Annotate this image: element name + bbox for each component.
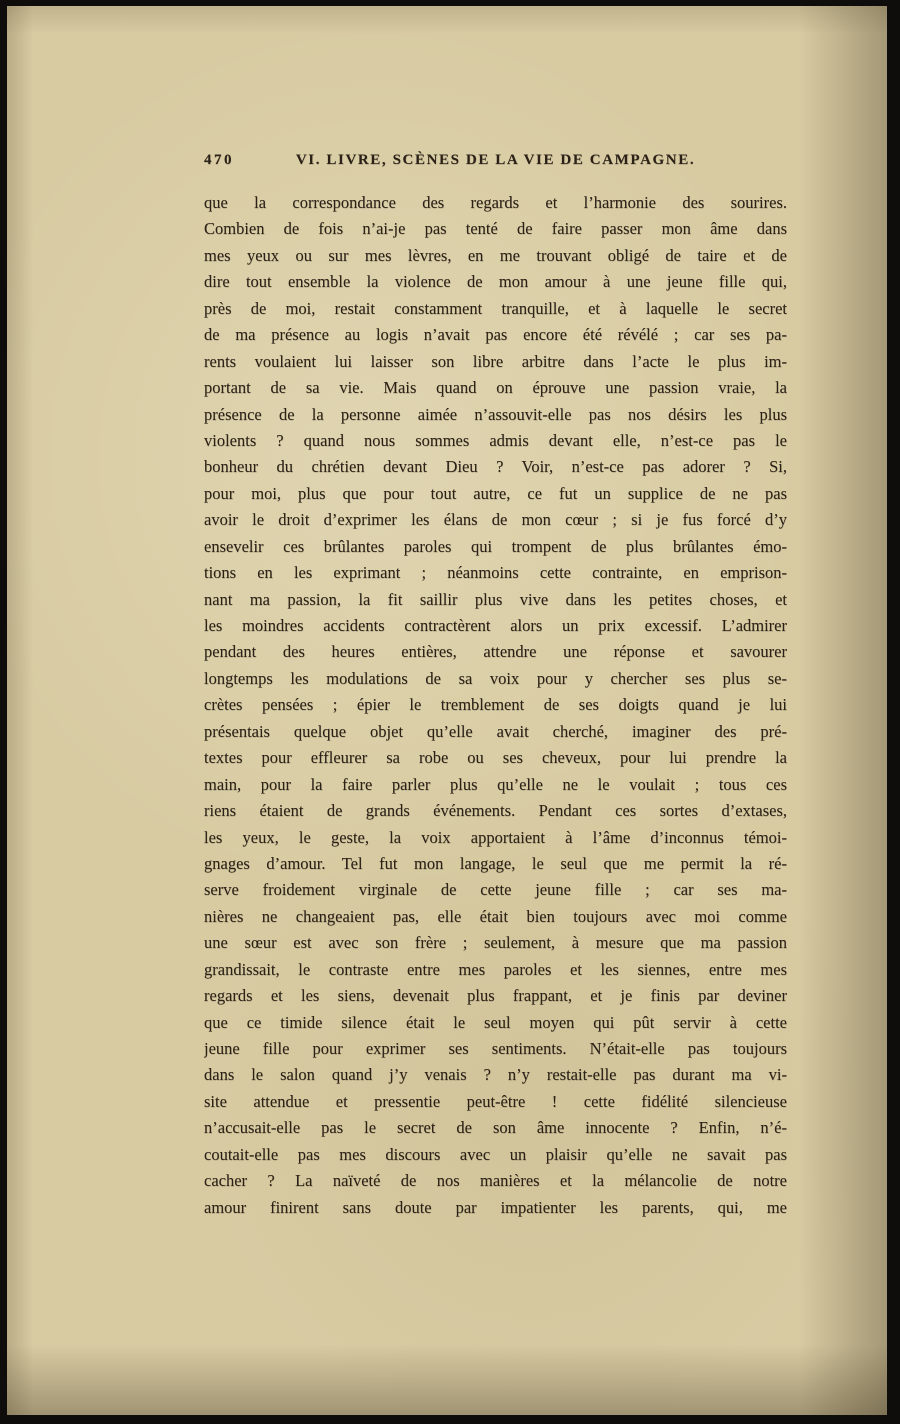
text-line: pendant des heures entières, attendre une réponse et savourer xyxy=(204,642,787,662)
text-line: violents ? quand nous sommes admis devant elle, n’est-ce pas le xyxy=(204,430,787,450)
text-line: main, pour la faire parler plus qu’elle ne le voulait ; tous ces xyxy=(204,774,787,794)
text-line: n’accusait-elle pas le secret de son âme innocente ? Enfin, n’é- xyxy=(204,1118,787,1138)
text-line: les yeux, le geste, la voix apportaient à l’âme d’inconnus témoi- xyxy=(204,827,787,847)
text-line: présence de la personne aimée n’assouvit-elle pas nos désirs les plus xyxy=(204,404,787,424)
text-line: site attendue et pressentie peut-être ! cette fidélité silencieuse xyxy=(204,1091,787,1111)
text-line: que ce timide silence était le seul moyen qui pût servir à cette xyxy=(204,1012,787,1032)
text-line: grandissait, le contraste entre mes paroles et les siennes, entre mes xyxy=(204,959,787,979)
running-title: VI. LIVRE, SCÈNES DE LA VIE DE CAMPAGNE. xyxy=(295,152,696,168)
text-line: les moindres accidents contractèrent alors un prix excessif. L’admirer xyxy=(204,616,787,635)
text-line: amour finirent sans doute par impatienter les parents, qui, me xyxy=(204,1197,787,1217)
text-line: longtemps les modulations de sa voix pour y chercher ses plus se- xyxy=(204,668,787,688)
paper xyxy=(7,6,887,1415)
text-line: crètes pensées ; épier le tremblement de ses doigts quand je lui xyxy=(204,695,787,715)
text-line: jeune fille pour exprimer ses sentiments. N’était-elle pas toujours xyxy=(204,1039,787,1058)
text-line: mes yeux ou sur mes lèvres, en me trouvant obligé de taire et de xyxy=(204,245,787,265)
text-line: serve froidement virginale de cette jeune fille ; car ses ma- xyxy=(204,880,787,900)
text-line: de ma présence au logis n’avait pas encore été révélé ; car ses pa- xyxy=(204,325,787,345)
page-number: 470 xyxy=(204,152,234,168)
text-line: tions en les exprimant ; néanmoins cette contrainte, en emprison- xyxy=(204,563,787,583)
text-line: ensevelir ces brûlantes paroles qui trompent de plus brûlantes émo- xyxy=(204,536,787,556)
text-line: Combien de fois n’ai-je pas tenté de faire passer mon âme dans xyxy=(204,219,787,239)
text-line: portant de sa vie. Mais quand on éprouve une passion vraie, la xyxy=(204,378,787,398)
body-text xyxy=(204,190,787,1221)
text-line: pour moi, plus que pour tout autre, ce fut un supplice de ne pas xyxy=(204,483,787,503)
text-line: dans le salon quand j’y venais ? n’y restait-elle pas durant ma vi- xyxy=(204,1065,787,1085)
text-line: une sœur est avec son frère ; seulement, à mesure que ma passion xyxy=(204,933,787,953)
text-line: près de moi, restait constamment tranquille, et à laquelle le secret xyxy=(204,298,787,318)
text-line: que la correspondance des regards et l’harmonie des sourires. xyxy=(204,193,787,212)
page-header xyxy=(204,152,787,176)
text-line: rents voulaient lui laisser son libre arbitre dans l’acte le plus im- xyxy=(204,351,787,371)
text-line: coutait-elle pas mes discours avec un plaisir qu’elle ne savait pas xyxy=(204,1144,787,1164)
text-line: gnages d’amour. Tel fut mon langage, le seul que me permit la ré- xyxy=(204,853,787,873)
text-line: avoir le droit d’exprimer les élans de mon cœur ; si je fus forcé d’y xyxy=(204,510,787,530)
text-line: regards et les siens, devenait plus frappant, et je finis par deviner xyxy=(204,986,787,1006)
text-line: nières ne changeaient pas, elle était bien toujours avec moi comme xyxy=(204,906,787,926)
text-line: dire tout ensemble la violence de mon amour à une jeune fille qui, xyxy=(204,272,787,292)
text-line: riens étaient de grands événements. Pendant ces sortes d’extases, xyxy=(204,801,787,821)
text-line: textes pour effleurer sa robe ou ses cheveux, pour lui prendre la xyxy=(204,748,787,768)
text-line: présentais quelque objet qu’elle avait cherché, imaginer des pré- xyxy=(204,721,787,741)
text-line: cacher ? La naïveté de nos manières et la mélancolie de notre xyxy=(204,1171,787,1191)
text-line: bonheur du chrétien devant Dieu ? Voir, n’est-ce pas adorer ? Si, xyxy=(204,457,787,477)
text-line: nant ma passion, la fit saillir plus vive dans les petites choses, et xyxy=(204,589,787,609)
